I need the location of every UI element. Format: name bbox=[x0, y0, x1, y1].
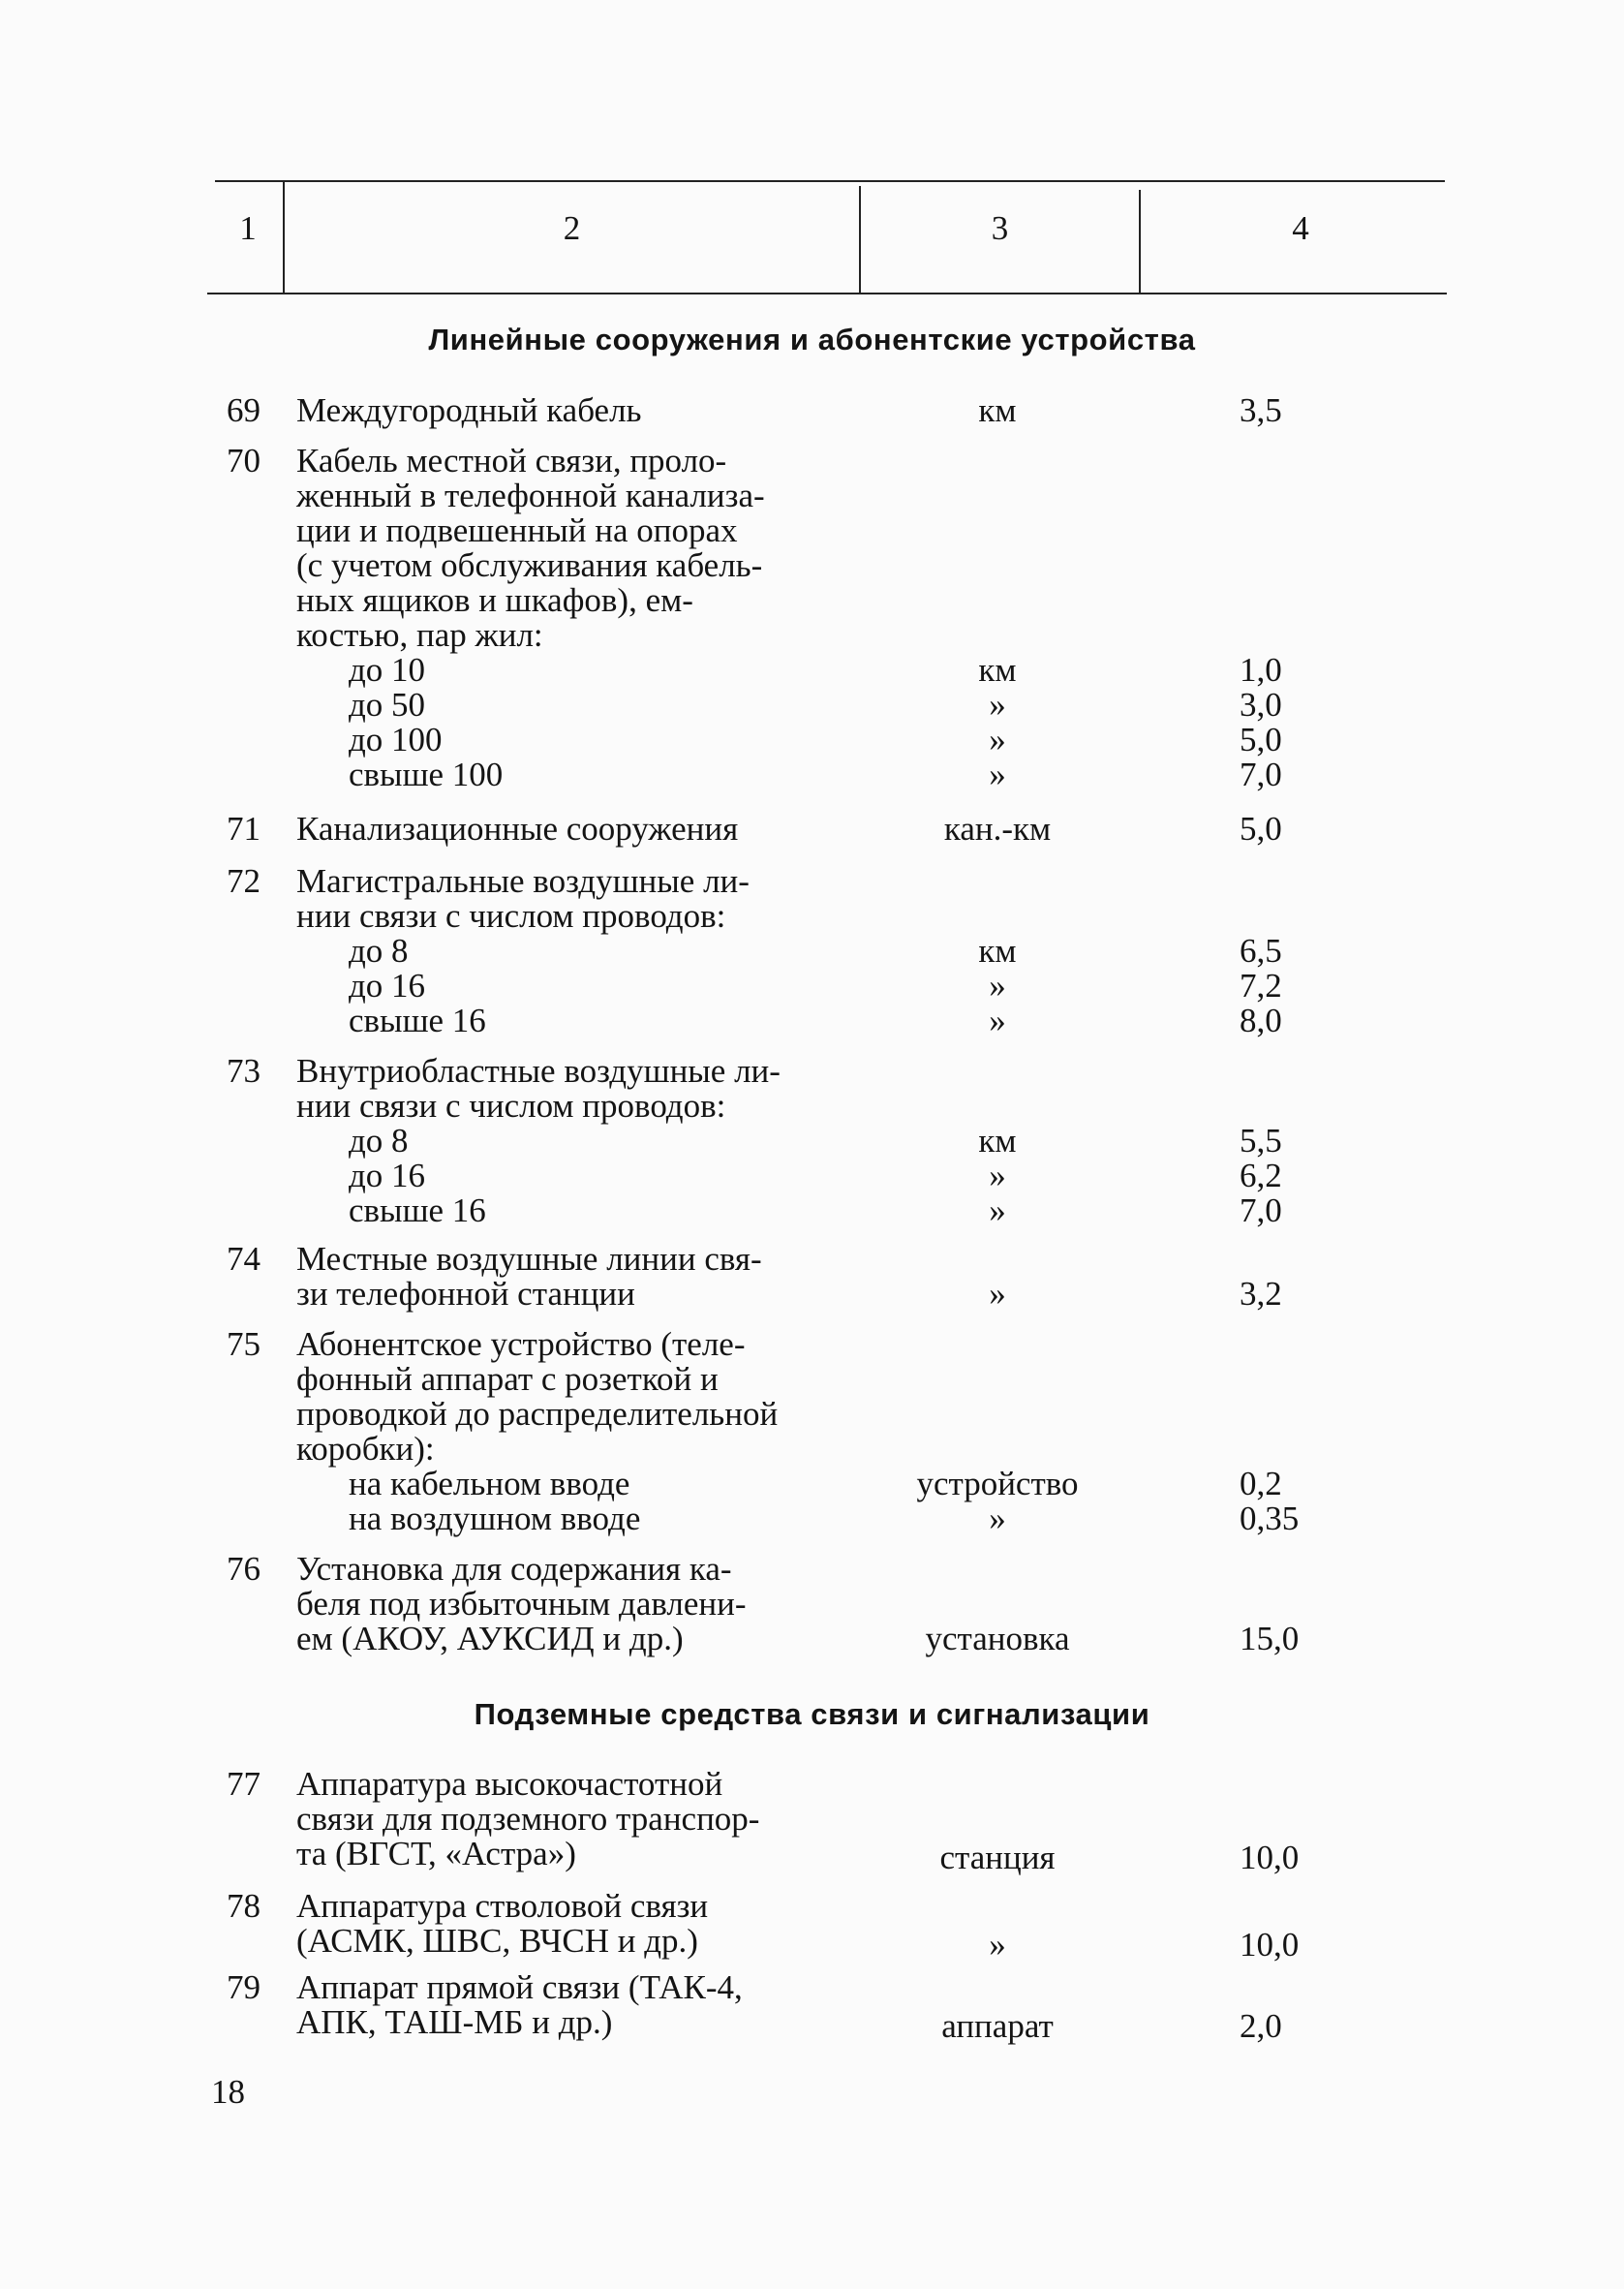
unit-value: » bbox=[989, 1500, 1006, 1537]
description-line: та (ВГСТ, «Астра») bbox=[296, 1835, 576, 1872]
row-norm bbox=[1240, 934, 1346, 1038]
row-number: 78 bbox=[227, 1887, 260, 1925]
row-number: 77 bbox=[227, 1765, 260, 1803]
unit-value: км bbox=[978, 391, 1017, 429]
norm-value: 3,2 bbox=[1240, 1275, 1282, 1313]
row-number: 70 bbox=[227, 442, 260, 479]
description-line: ем (АКОУ, АУКСИД и др.) bbox=[296, 1620, 684, 1657]
row-unit bbox=[872, 393, 1123, 428]
row-description bbox=[296, 393, 839, 428]
unit-value: » bbox=[989, 721, 1006, 758]
header-col-4: 4 bbox=[1292, 209, 1309, 247]
description-line: (АСМК, ШВС, ВЧСН и др.) bbox=[296, 1922, 698, 1960]
description-line: Аппаратура высокочастотной bbox=[296, 1765, 723, 1803]
norm-value: 8,0 bbox=[1240, 1002, 1282, 1039]
description-line: Магистральные воздушные ли- bbox=[296, 862, 750, 900]
norm-value: 7,0 bbox=[1240, 756, 1282, 793]
unit-value: » bbox=[989, 1002, 1006, 1039]
subitem-label: до 100 bbox=[349, 721, 443, 758]
description-line: Аппаратура стволовой связи bbox=[296, 1887, 709, 1925]
norm-value: 7,2 bbox=[1240, 967, 1282, 1005]
unit-value: км bbox=[978, 651, 1017, 689]
unit-value: » bbox=[989, 967, 1006, 1005]
row-unit bbox=[872, 2009, 1123, 2044]
description-line: (с учетом обслуживания кабель- bbox=[296, 546, 763, 584]
description-line: беля под избыточным давлени- bbox=[296, 1585, 747, 1623]
subitem-label: до 50 bbox=[349, 686, 426, 724]
unit-value: устройство bbox=[916, 1465, 1079, 1502]
description-line: нии связи с числом проводов: bbox=[296, 897, 726, 935]
subitem-label: свыше 100 bbox=[349, 756, 504, 793]
header-bottom-rule bbox=[207, 293, 1447, 294]
subitem-label: до 10 bbox=[349, 651, 426, 689]
row-unit bbox=[872, 653, 1123, 792]
description-line: нии связи с числом проводов: bbox=[296, 1087, 726, 1125]
unit-value: км bbox=[978, 932, 1017, 970]
description-line: Местные воздушные линии свя- bbox=[296, 1240, 762, 1278]
description-line: коробки): bbox=[296, 1430, 435, 1468]
unit-value: » bbox=[989, 1157, 1006, 1194]
description-line: Кабель местной связи, проло- bbox=[296, 442, 727, 479]
description-line: женный в телефонной канализа- bbox=[296, 477, 765, 514]
unit-value: » bbox=[989, 1275, 1006, 1313]
row-number: 74 bbox=[227, 1240, 260, 1278]
unit-value: » bbox=[989, 1191, 1006, 1229]
row-unit bbox=[872, 1467, 1123, 1536]
page-number: 18 bbox=[211, 2073, 245, 2111]
description-line: связи для подземного транспор- bbox=[296, 1800, 760, 1838]
description-line: Междугородный кабель bbox=[296, 391, 642, 429]
header-top-rule bbox=[215, 180, 1445, 182]
norm-value: 1,0 bbox=[1240, 651, 1282, 689]
row-unit bbox=[872, 812, 1123, 847]
subitem-label: свыше 16 bbox=[349, 1191, 486, 1229]
norm-value: 0,2 bbox=[1240, 1465, 1282, 1502]
row-unit bbox=[872, 1622, 1123, 1656]
norm-value: 5,5 bbox=[1240, 1122, 1282, 1160]
unit-value: станция bbox=[939, 1839, 1056, 1876]
row-unit bbox=[872, 1277, 1123, 1312]
row-unit bbox=[872, 1928, 1123, 1963]
description-line: зи телефонной станции bbox=[296, 1275, 635, 1313]
row-number: 73 bbox=[227, 1052, 260, 1090]
norm-value: 15,0 bbox=[1240, 1620, 1300, 1657]
section-title: Подземные средства связи и сигнализации bbox=[474, 1697, 1150, 1731]
unit-value: установка bbox=[925, 1620, 1070, 1657]
row-norm bbox=[1240, 1840, 1346, 1875]
header-col-2: 2 bbox=[563, 209, 581, 247]
norm-value: 3,5 bbox=[1240, 391, 1282, 429]
norm-value: 5,0 bbox=[1240, 721, 1282, 758]
row-norm bbox=[1240, 1124, 1346, 1228]
row-description bbox=[296, 1054, 839, 1228]
description-line: Установка для содержания ка- bbox=[296, 1550, 732, 1588]
header-col-3: 3 bbox=[991, 209, 1009, 247]
row-description bbox=[296, 1552, 839, 1656]
unit-value: км bbox=[978, 1122, 1017, 1160]
subitem-label: свыше 16 bbox=[349, 1002, 486, 1039]
norm-value: 0,35 bbox=[1240, 1500, 1300, 1537]
norm-value: 3,0 bbox=[1240, 686, 1282, 724]
description-line: костью, пар жил: bbox=[296, 616, 543, 654]
norm-value: 10,0 bbox=[1240, 1839, 1300, 1876]
row-number: 75 bbox=[227, 1325, 260, 1363]
row-description bbox=[296, 1970, 839, 2040]
row-number: 71 bbox=[227, 810, 260, 848]
row-description bbox=[296, 444, 839, 792]
description-line: Аппарат прямой связи (ТАК-4, bbox=[296, 1968, 743, 2006]
row-norm bbox=[1240, 812, 1346, 847]
description-line: Канализационные сооружения bbox=[296, 810, 739, 848]
unit-value: » bbox=[989, 756, 1006, 793]
description-line: АПК, ТАШ-МБ и др.) bbox=[296, 2003, 613, 2041]
norm-value: 6,2 bbox=[1240, 1157, 1282, 1194]
row-description bbox=[296, 1327, 839, 1536]
row-norm bbox=[1240, 1277, 1346, 1312]
norm-value: 10,0 bbox=[1240, 1926, 1300, 1964]
row-norm bbox=[1240, 1928, 1346, 1963]
unit-value: » bbox=[989, 686, 1006, 724]
subitem-label: до 8 bbox=[349, 932, 409, 970]
subitem-label: на кабельном вводе bbox=[349, 1465, 630, 1502]
unit-value: » bbox=[989, 1926, 1006, 1964]
description-line: проводкой до распределительной bbox=[296, 1395, 779, 1433]
norm-value: 7,0 bbox=[1240, 1191, 1282, 1229]
description-line: ных ящиков и шкафов), ем- bbox=[296, 581, 693, 619]
subitem-label: до 16 bbox=[349, 967, 426, 1005]
row-unit bbox=[872, 1124, 1123, 1228]
description-line: ции и подвешенный на опорах bbox=[296, 511, 738, 549]
row-number: 72 bbox=[227, 862, 260, 900]
unit-value: кан.-км bbox=[943, 810, 1052, 848]
row-norm bbox=[1240, 1467, 1346, 1536]
row-description bbox=[296, 1242, 839, 1312]
row-number: 76 bbox=[227, 1550, 260, 1588]
subitem-label: до 8 bbox=[349, 1122, 409, 1160]
row-norm bbox=[1240, 1622, 1346, 1656]
row-norm bbox=[1240, 653, 1346, 792]
subitem-label: на воздушном вводе bbox=[349, 1500, 641, 1537]
section-title: Линейные сооружения и абонентские устройства bbox=[428, 323, 1196, 356]
row-number: 79 bbox=[227, 1968, 260, 2006]
row-unit bbox=[872, 934, 1123, 1038]
norm-value: 6,5 bbox=[1240, 932, 1282, 970]
row-description bbox=[296, 812, 839, 847]
row-unit bbox=[872, 1840, 1123, 1875]
subitem-label: до 16 bbox=[349, 1157, 426, 1194]
description-line: Внутриобластные воздушные ли- bbox=[296, 1052, 781, 1090]
norm-value: 5,0 bbox=[1240, 810, 1282, 848]
unit-value: аппарат bbox=[941, 2007, 1054, 2045]
row-norm bbox=[1240, 2009, 1346, 2044]
norm-value: 2,0 bbox=[1240, 2007, 1282, 2045]
header-col-1: 1 bbox=[239, 209, 257, 247]
description-line: фонный аппарат с розеткой и bbox=[296, 1360, 719, 1398]
row-norm bbox=[1240, 393, 1346, 428]
row-description bbox=[296, 1889, 839, 1959]
row-description bbox=[296, 864, 839, 1038]
row-description bbox=[296, 1767, 839, 1871]
row-number: 69 bbox=[227, 391, 260, 429]
description-line: Абонентское устройство (теле- bbox=[296, 1325, 746, 1363]
